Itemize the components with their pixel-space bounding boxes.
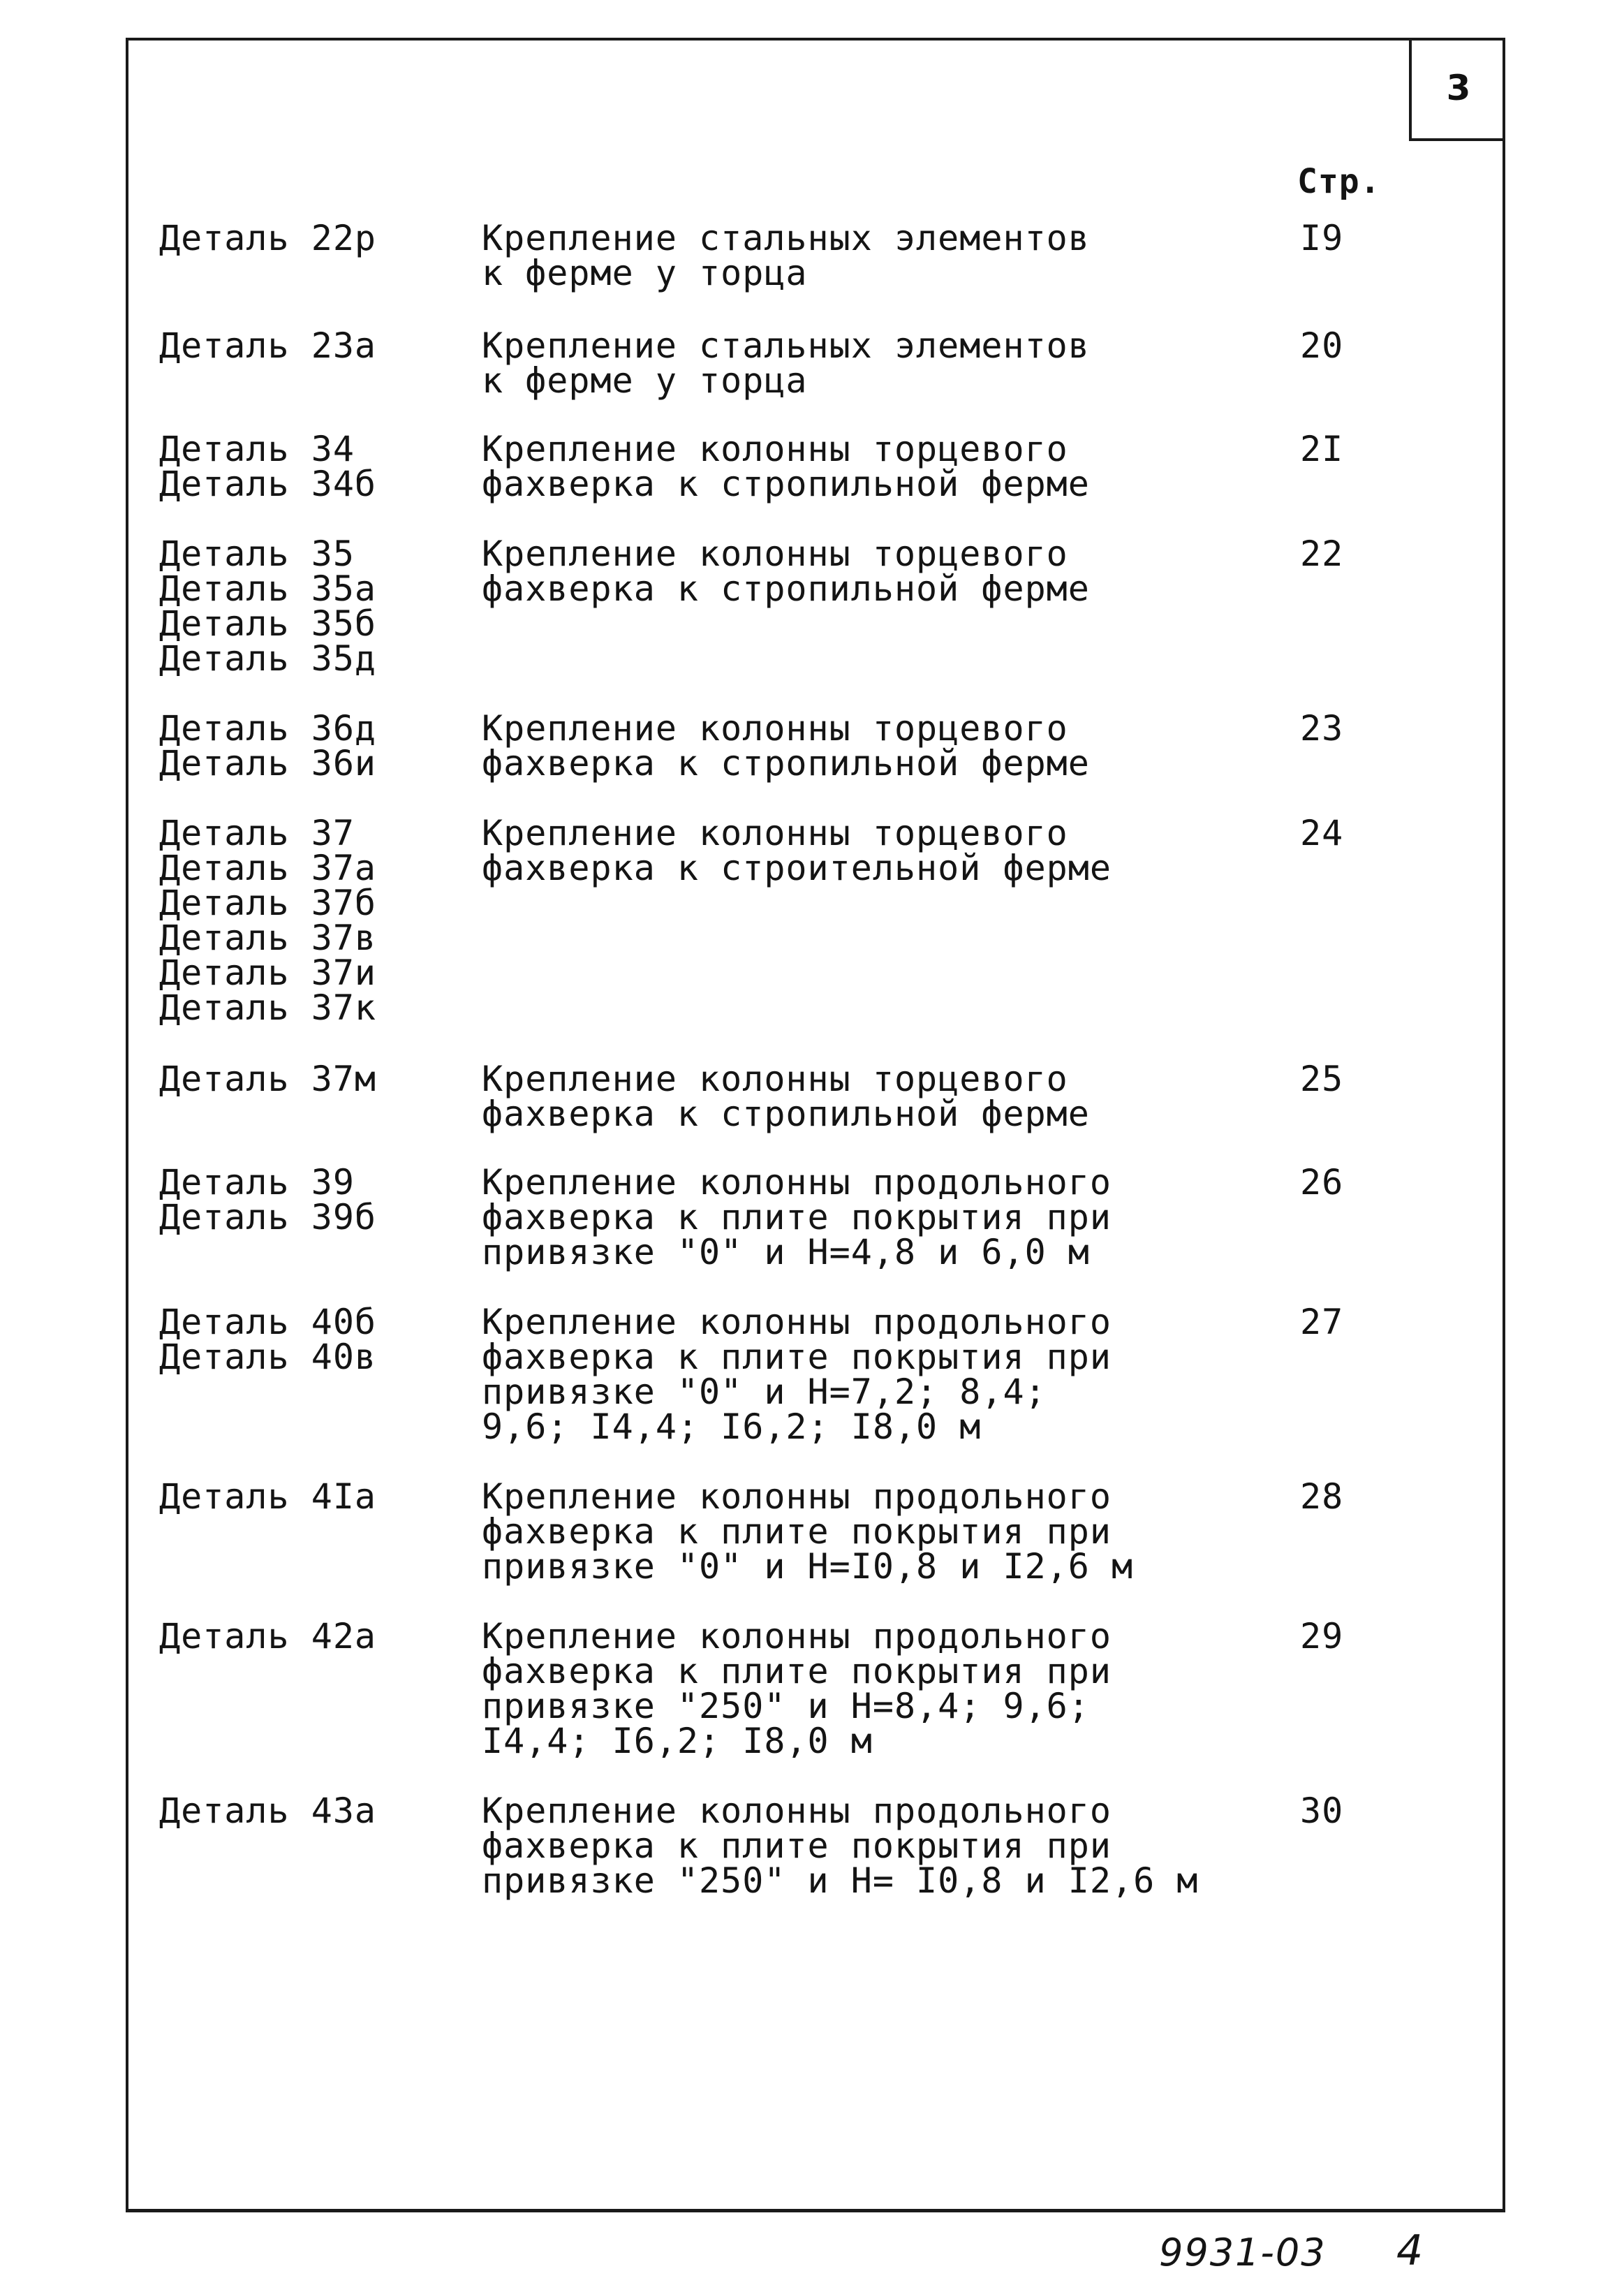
page-number: 22: [1300, 534, 1344, 574]
description: [482, 1302, 1112, 1447]
detail-labels: [159, 1059, 377, 1099]
detail-labels: [159, 813, 377, 1028]
footer-sheet-number: 4: [1396, 2226, 1424, 2275]
detail-labels: [159, 1791, 377, 1831]
detail-labels: [159, 1476, 377, 1517]
description-line: к ферме у торца: [482, 253, 808, 293]
page-number: 30: [1300, 1791, 1344, 1831]
detail-label: Деталь 22р: [159, 218, 377, 258]
detail-label: Деталь 36д: [159, 708, 377, 749]
description-line: фахверка к стропильной ферме: [482, 1094, 1090, 1134]
page-number: 29: [1300, 1616, 1344, 1656]
description-line: Крепление колонны торцевого: [482, 1059, 1068, 1099]
page-number: 28: [1300, 1476, 1344, 1517]
description: [482, 218, 1090, 293]
description-line: Крепление стальных элементов: [482, 218, 1090, 258]
page-number: 23: [1300, 708, 1344, 749]
detail-label: Деталь 40в: [159, 1337, 377, 1377]
description: [482, 708, 1090, 784]
description-line: I4,4; I6,2; I8,0 м: [482, 1721, 873, 1761]
sheet-number-box: [1409, 38, 1505, 141]
detail-label: Деталь 36и: [159, 743, 377, 784]
description-line: фахверка к строительной ферме: [482, 848, 1112, 888]
detail-label: Деталь 37м: [159, 1059, 377, 1099]
detail-label: Деталь 35б: [159, 603, 377, 644]
description-line: фахверка к плите покрытия при: [482, 1337, 1112, 1377]
page-number: 26: [1300, 1162, 1344, 1203]
document-code: 9931-03: [1159, 2231, 1327, 2275]
detail-labels: [159, 1302, 377, 1377]
description: [482, 1791, 1199, 1901]
detail-labels: [159, 1616, 377, 1656]
description-line: Крепление колонны продольного: [482, 1476, 1112, 1517]
description-line: фахверка к плите покрытия при: [482, 1825, 1112, 1866]
detail-label: Деталь 40б: [159, 1302, 377, 1342]
description-line: Крепление колонны торцевого: [482, 708, 1068, 749]
detail-label: Деталь 35д: [159, 638, 377, 679]
description-line: фахверка к стропильной ферме: [482, 464, 1090, 504]
description-line: Крепление стальных элементов: [482, 325, 1090, 366]
page-number: I9: [1300, 218, 1344, 258]
description-line: привязке "250" и Н= I0,8 и I2,6 м: [482, 1860, 1199, 1901]
detail-label: Деталь 37в: [159, 918, 377, 958]
description-line: фахверка к стропильной ферме: [482, 743, 1090, 784]
description-line: фахверка к плите покрытия при: [482, 1511, 1112, 1552]
detail-labels: [159, 429, 377, 504]
detail-labels: [159, 218, 377, 258]
page-number: 27: [1300, 1302, 1344, 1342]
detail-label: Деталь 39: [159, 1162, 355, 1203]
detail-label: Деталь 34б: [159, 464, 377, 504]
description-line: привязке "0" и Н=4,8 и 6,0 м: [482, 1232, 1090, 1272]
detail-label: Деталь 37и: [159, 953, 377, 993]
description: [482, 1059, 1090, 1134]
detail-label: Деталь 37б: [159, 883, 377, 923]
description: [482, 813, 1112, 888]
description-line: Крепление колонны торцевого: [482, 429, 1068, 469]
detail-label: Деталь 42а: [159, 1616, 377, 1656]
detail-label: Деталь 35: [159, 534, 355, 574]
page-number: 20: [1300, 325, 1344, 366]
detail-label: Деталь 37к: [159, 987, 377, 1028]
detail-label: Деталь 23а: [159, 325, 377, 366]
description-line: Крепление колонны продольного: [482, 1162, 1112, 1203]
detail-label: Деталь 35а: [159, 568, 377, 609]
description: [482, 1162, 1112, 1272]
detail-label: Деталь 34: [159, 429, 355, 469]
description-line: фахверка к плите покрытия при: [482, 1197, 1112, 1237]
detail-label: Деталь 43а: [159, 1791, 377, 1831]
page-number: 25: [1300, 1059, 1344, 1099]
detail-labels: [159, 325, 377, 366]
detail-label: Деталь 37: [159, 813, 355, 853]
description: [482, 1616, 1112, 1761]
description: [482, 1476, 1134, 1587]
description-line: Крепление колонны торцевого: [482, 534, 1068, 574]
description-line: фахверка к стропильной ферме: [482, 568, 1090, 609]
detail-labels: [159, 708, 377, 784]
description-line: привязке "0" и Н=7,2; 8,4;: [482, 1372, 1047, 1412]
description-line: фахверка к плите покрытия при: [482, 1651, 1112, 1691]
detail-label: Деталь 37а: [159, 848, 377, 888]
description-line: Крепление колонны продольного: [482, 1616, 1112, 1656]
description: [482, 534, 1090, 609]
description-line: привязке "0" и Н=I0,8 и I2,6 м: [482, 1546, 1134, 1587]
detail-labels: [159, 1162, 377, 1237]
detail-labels: [159, 534, 377, 679]
description-line: 9,6; I4,4; I6,2; I8,0 м: [482, 1406, 982, 1447]
page-number: 24: [1300, 813, 1344, 853]
description: [482, 325, 1090, 401]
detail-label: Деталь 4Iа: [159, 1476, 377, 1517]
description: [482, 429, 1090, 504]
description-line: привязке "250" и Н=8,4; 9,6;: [482, 1686, 1090, 1726]
page-column-header: Стр.: [1297, 162, 1381, 201]
description-line: Крепление колонны торцевого: [482, 813, 1068, 853]
description-line: Крепление колонны продольного: [482, 1791, 1112, 1831]
page-number: 2I: [1300, 429, 1344, 469]
sheet-number: 3: [1446, 68, 1471, 108]
description-line: к ферме у торца: [482, 360, 808, 401]
detail-label: Деталь 39б: [159, 1197, 377, 1237]
description-line: Крепление колонны продольного: [482, 1302, 1112, 1342]
